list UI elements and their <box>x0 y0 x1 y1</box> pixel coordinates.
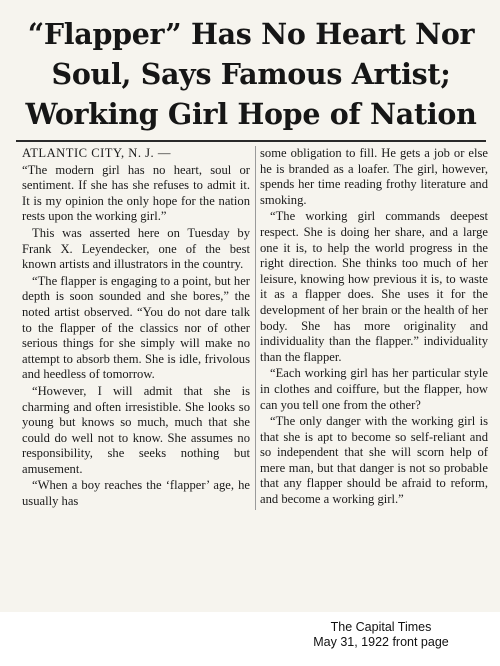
paragraph: some obligation to fill. He gets a job or else he is branded as a loafer. The girl, however, spends her time reading frothy literature and smoking. <box>260 146 488 207</box>
headline <box>8 14 494 134</box>
headline-line-3: Working Girl Hope of Nation <box>25 97 477 131</box>
caption-date: May 31, 1922 front page <box>313 635 449 649</box>
headline-line-1: “Flapper” Has No Heart Nor <box>27 17 475 51</box>
paragraph: “However, I will admit that she is charming and often irresistible. She looks so young but knows so much, much that she could do well not to know. She assumes no responsibility, she seeks nothing but amusement. <box>22 383 250 476</box>
article-body <box>8 146 494 510</box>
headline-line-2: Soul, Says Famous Artist; <box>51 57 451 91</box>
paragraph: “The working girl commands deepest respect. She is doing her share, and a large one it is, to help the world progress in the right direction. She thinks too much of her leisure, knowing how previous it is, to waste it as a flapper does. She uses it for the development of her brain or the health of her body. She has more originality and individuality than the flapper.” individuality than the flapper. <box>260 209 488 364</box>
paragraph: “When a boy reaches the ‘flapper’ age, he usually has <box>22 478 250 509</box>
image-caption <box>262 620 500 650</box>
column-divider <box>255 146 256 510</box>
paragraph: “Each working girl has her particular style in clothes and coiffure, but the flapper, how can you tell one from the other? <box>260 366 488 412</box>
article-column-2 <box>260 146 488 510</box>
paragraph: “The only danger with the working girl is that she is apt to become so self-reliant and so independent that she will scorn help of mere man, but that danger is not so probable that any flapper should be afraid to reform, and become a working girl.” <box>260 414 488 507</box>
dateline <box>22 146 250 162</box>
caption-source: The Capital Times <box>330 620 432 634</box>
paragraph: “The modern girl has no heart, soul or sentiment. If she has she refuses to admit it. It is my opinion the only hope for the nation rests upon the working girl.” <box>22 162 250 224</box>
article-column-1 <box>22 146 250 510</box>
paragraph: This was asserted here on Tuesday by Frank X. Leyendecker, one of the best known artists and illustrators in the country. <box>22 225 250 272</box>
paragraph: “The flapper is engaging to a point, but her depth is soon sounded and she bores,” the noted artist observed. “You do not dare talk to the flapper of the classics nor of other serious things for she simply will make no attempt to absorb them. She is idle, frivolous and heedless of tomorrow. <box>22 273 250 382</box>
headline-rule <box>16 140 486 142</box>
dateline-text: ATLANTIC CITY, N. J. — <box>22 146 171 160</box>
